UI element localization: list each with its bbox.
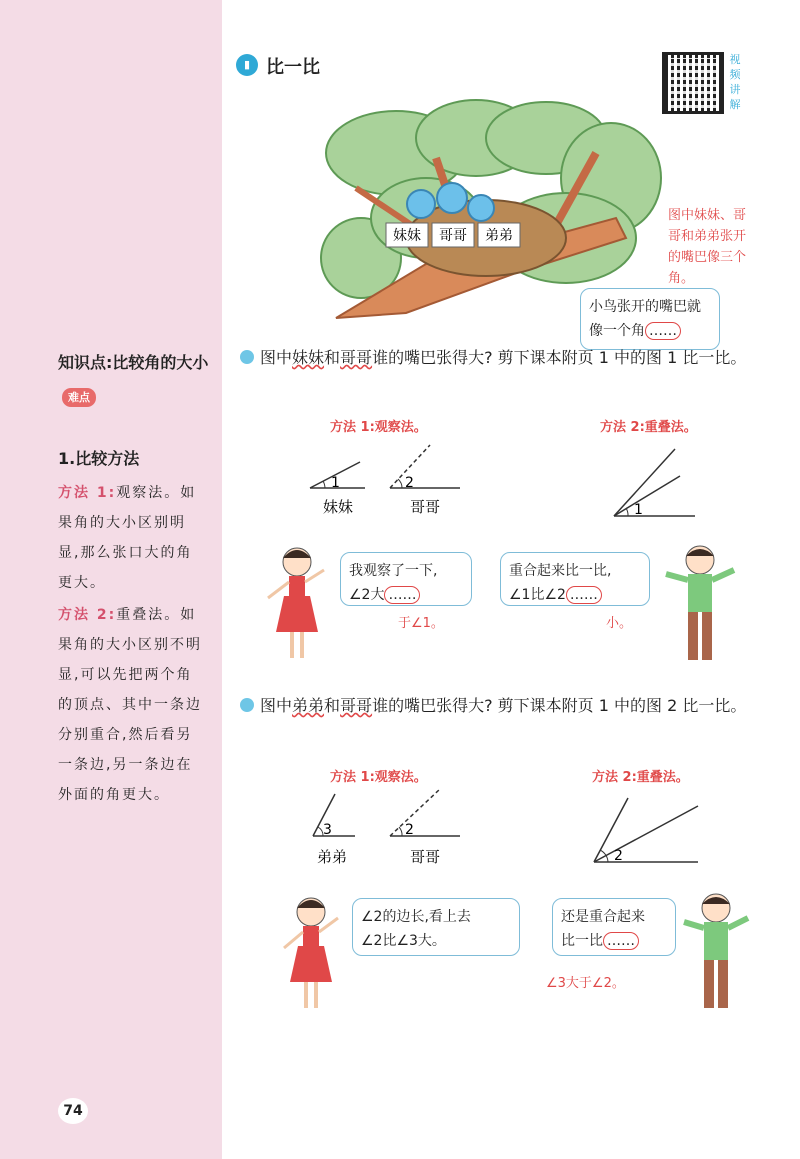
q2-boy-speech-bubble bbox=[552, 898, 676, 956]
method2-text: 重叠法。如果角的大小区别不明显,可以先把两个角的顶点、其中一条边分别重合,然后看另一条边,另一条边在外面的角更大。 bbox=[58, 607, 202, 803]
difficulty-badge: 难点 bbox=[62, 388, 96, 407]
knowledge-point-text: 知识点:比较角的大小 bbox=[58, 353, 209, 372]
q1-overlap-angles bbox=[600, 444, 710, 524]
method1-text: 观察法。如果角的大小区别明显,那么张口大的角更大。 bbox=[58, 485, 197, 591]
q2-text-b: 和 bbox=[324, 696, 341, 715]
qr-code-icon[interactable] bbox=[662, 52, 724, 114]
q2-boy-line1: 还是重合起来 bbox=[561, 909, 645, 925]
q1-boy-answer: 小。 bbox=[606, 616, 633, 631]
angle-2-overlap-label: 2 bbox=[614, 848, 623, 864]
boy-figure-2 bbox=[676, 888, 756, 1018]
q2-label-a: 弟弟 bbox=[317, 848, 348, 866]
q1-method2-label: 方法 2:重叠法。 bbox=[600, 420, 697, 435]
q1-label-b: 哥哥 bbox=[410, 498, 441, 516]
page-title: 比一比 bbox=[266, 57, 320, 78]
q2-text-a: 图中 bbox=[260, 696, 293, 715]
bird-label-1: 妹妹 bbox=[393, 228, 421, 244]
book-icon: ▮ bbox=[236, 54, 258, 76]
q2-method1-label: 方法 1:观察法。 bbox=[330, 770, 427, 785]
q1-text-a: 图中 bbox=[260, 348, 293, 367]
girl-figure bbox=[262, 540, 332, 670]
q1-girl-line1: 我观察了一下, bbox=[349, 563, 438, 579]
answer-oval: …… bbox=[603, 932, 639, 950]
question-2 bbox=[240, 690, 760, 722]
nest-bubble-text: 小鸟张开的嘴巴就像一个角 bbox=[589, 299, 701, 339]
q1-girl-answer: 于∠1。 bbox=[398, 616, 444, 631]
q2-boy-line2: 比一比 bbox=[561, 933, 603, 949]
boy-figure bbox=[660, 540, 740, 670]
q1-label-a: 妹妹 bbox=[323, 498, 354, 516]
q1-girl-line2: ∠2大 bbox=[349, 587, 385, 603]
bird-label-3: 弟弟 bbox=[485, 228, 513, 244]
knowledge-point-title bbox=[58, 346, 218, 414]
q2-girl-line2: ∠2比∠3大。 bbox=[361, 933, 446, 949]
angle-1-label: 1 bbox=[331, 475, 340, 491]
q1-boy-line2: ∠1比∠2 bbox=[509, 587, 566, 603]
bullet-icon bbox=[240, 698, 254, 712]
method1-label: 方法 1: bbox=[58, 485, 117, 501]
q2-overlap-angles bbox=[588, 794, 708, 870]
q1-boy-speech-bubble bbox=[500, 552, 650, 606]
q2-name-b: 哥哥 bbox=[340, 696, 373, 715]
q1-boy-line1: 重合起来比一比, bbox=[509, 563, 612, 579]
section-title: 1.比较方法 bbox=[58, 449, 140, 468]
q2-observation-angles bbox=[305, 786, 495, 870]
method1-description bbox=[58, 478, 208, 598]
question-1 bbox=[240, 342, 760, 374]
angle-2-label-q2: 2 bbox=[405, 822, 414, 838]
method2-description bbox=[58, 600, 208, 810]
q1-method1-label: 方法 1:观察法。 bbox=[330, 420, 427, 435]
bird-label-2: 哥哥 bbox=[439, 228, 467, 244]
nest-speech-bubble bbox=[580, 288, 720, 350]
bullet-icon bbox=[240, 350, 254, 364]
answer-oval: …… bbox=[645, 322, 681, 340]
q1-observation-angles bbox=[305, 440, 495, 520]
page-number: 74 bbox=[58, 1098, 88, 1124]
answer-oval: …… bbox=[566, 586, 602, 604]
angle-2-label: 2 bbox=[405, 475, 414, 491]
q1-name-b: 哥哥 bbox=[340, 348, 373, 367]
q2-name-a: 弟弟 bbox=[292, 696, 325, 715]
girl-figure-2 bbox=[276, 890, 346, 1020]
answer-oval: …… bbox=[384, 586, 420, 604]
q1-name-a: 妹妹 bbox=[292, 348, 325, 367]
qr-label: 视频讲解 bbox=[729, 53, 741, 111]
q2-boy-answer: ∠3大于∠2。 bbox=[546, 976, 625, 991]
q2-text-c: 谁的嘴巴张得大? 剪下课本附页 1 中的图 2 比一比。 bbox=[372, 696, 747, 715]
q1-text-b: 和 bbox=[324, 348, 341, 367]
q1-girl-speech-bubble bbox=[340, 552, 472, 606]
angle-1-overlap-label: 1 bbox=[634, 502, 643, 518]
q2-girl-speech-bubble bbox=[352, 898, 520, 956]
illustration-note: 图中妹妹、哥哥和弟弟张开的嘴巴像三个角。 bbox=[668, 208, 747, 286]
method2-label: 方法 2: bbox=[58, 607, 117, 623]
sidebar bbox=[0, 0, 222, 1159]
angle-3-label: 3 bbox=[323, 822, 332, 838]
q1-text-c: 谁的嘴巴张得大? 剪下课本附页 1 中的图 1 比一比。 bbox=[372, 348, 747, 367]
q2-girl-line1: ∠2的边长,看上去 bbox=[361, 909, 471, 925]
q2-label-b: 哥哥 bbox=[410, 848, 441, 866]
q2-method2-label: 方法 2:重叠法。 bbox=[592, 770, 689, 785]
